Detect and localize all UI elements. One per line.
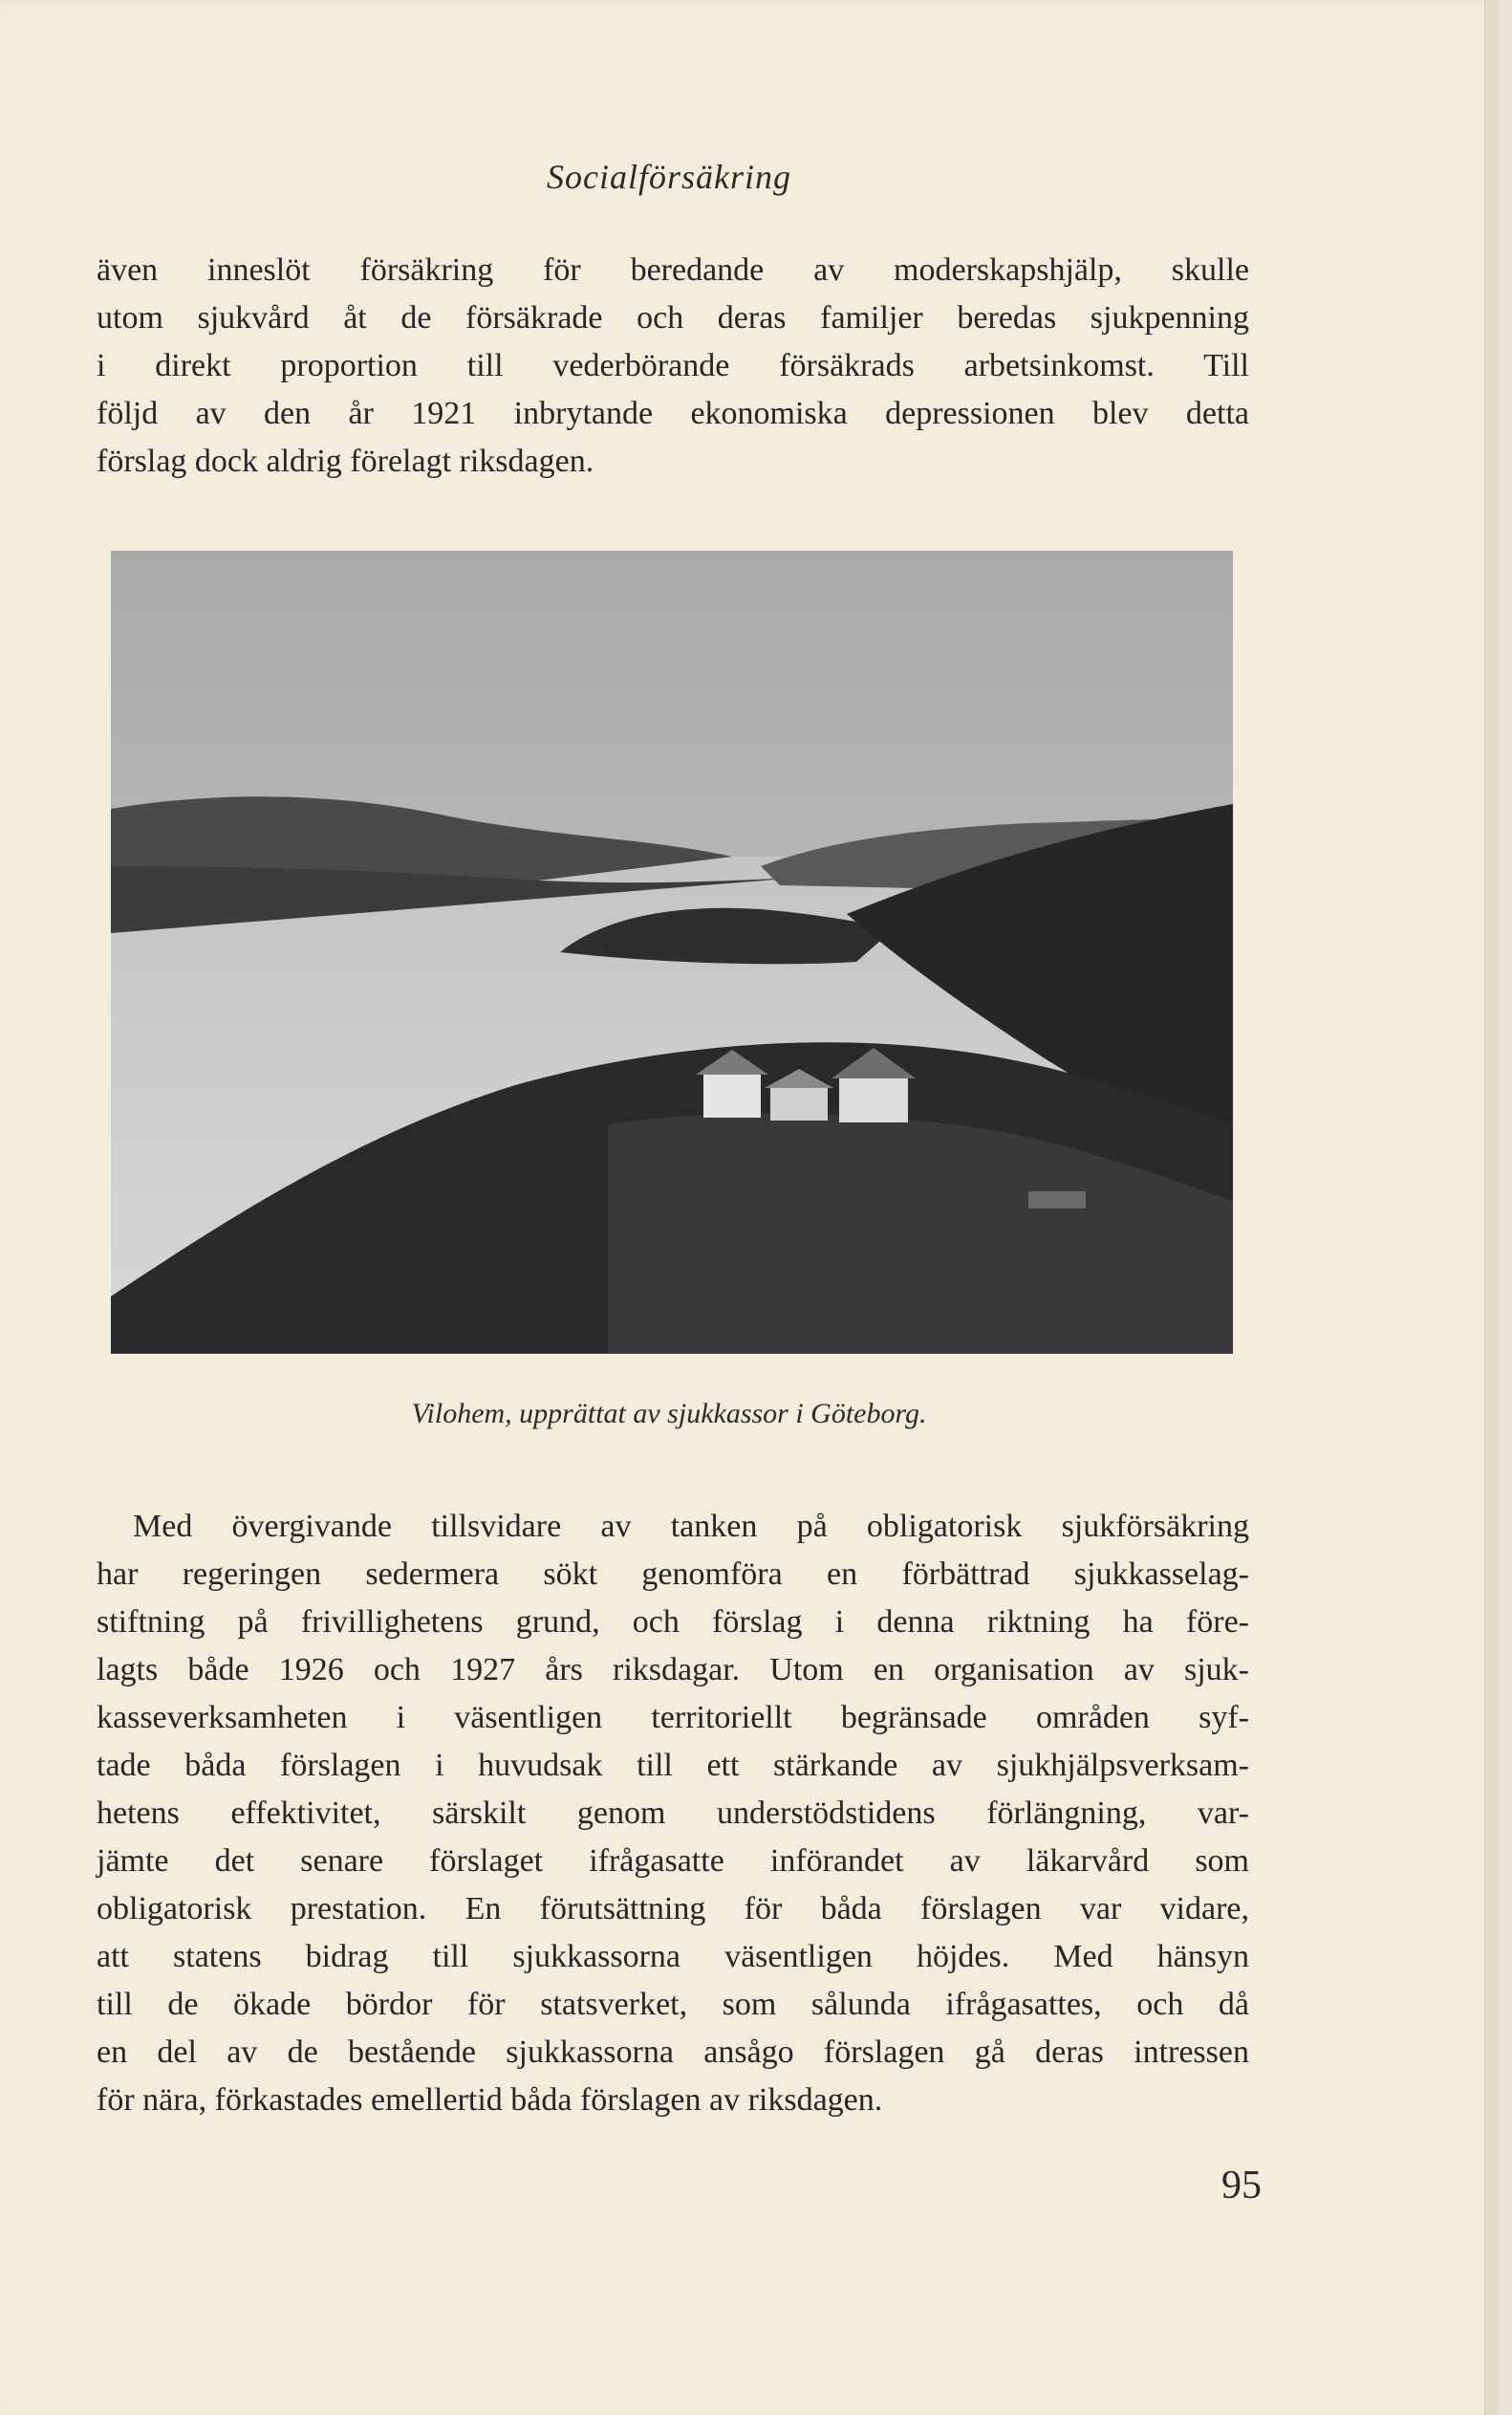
paragraph-1-line: utom sjukvård åt de försäkrade och deras familjer beredas sjukpenning	[97, 300, 1249, 336]
paragraph-2-line: en del av de bestående sjukkassorna ansågo förslagen gå deras intressen	[97, 2034, 1249, 2070]
landscape-photo-icon	[111, 551, 1233, 1354]
paragraph-2-line: lagts både 1926 och 1927 års riksdagar. Utom en organisation av sjuk-	[97, 1652, 1249, 1687]
paragraph-2-line: kasseverksamheten i väsentligen territoriellt begränsade områden syf-	[97, 1700, 1249, 1735]
paragraph-2-line: obligatorisk prestation. En förutsättning för båda förslagen var vidare,	[97, 1891, 1249, 1926]
paragraph-1-line: i direkt proportion till vederbörande försäkrads arbetsinkomst. Till	[97, 348, 1249, 383]
landscape-photo	[111, 551, 1233, 1354]
page-edge	[1484, 0, 1499, 2415]
paragraph-1	[97, 247, 1249, 486]
paragraph-2-line: till de ökade bördor för statsverket, som sålunda ifrågasattes, och då	[97, 1987, 1249, 2022]
paragraph-2-line: för nära, förkastades emellertid båda förslagen av riksdagen.	[97, 2082, 883, 2118]
paragraph-1-line: förslag dock aldrig förelagt riksdagen.	[97, 444, 594, 479]
paragraph-1-line: även inneslöt försäkring för beredande av moderskapshjälp, skulle	[97, 252, 1249, 288]
running-header: Socialförsäkring	[547, 158, 791, 196]
paragraph-2-line: Med övergivande tillsvidare av tanken på obligatorisk sjukförsäkring	[133, 1509, 1249, 1544]
paragraph-2-line: hetens effektivitet, särskilt genom understödstidens förlängning, var-	[97, 1795, 1249, 1831]
page-number: 95	[1221, 2164, 1262, 2208]
paragraph-1-line: följd av den år 1921 inbrytande ekonomiska depressionen blev detta	[97, 396, 1249, 431]
paragraph-2-line: tade båda förslagen i huvudsak till ett stärkande av sjukhjälpsverksam-	[97, 1748, 1249, 1783]
paragraph-2-line: att statens bidrag till sjukkassorna väsentligen höjdes. Med hänsyn	[97, 1939, 1249, 1974]
paragraph-2-line: har regeringen sedermera sökt genomföra en förbättrad sjukkasselag-	[97, 1556, 1249, 1592]
photo-caption: Vilohem, upprättat av sjukkassor i Göteborg.	[411, 1398, 927, 1429]
paragraph-2-line: stiftning på frivillighetens grund, och förslag i denna riktning ha före-	[97, 1604, 1249, 1640]
paragraph-2	[97, 1503, 1249, 2124]
paragraph-2-line: jämte det senare förslaget ifrågasatte införandet av läkarvård som	[97, 1843, 1249, 1879]
